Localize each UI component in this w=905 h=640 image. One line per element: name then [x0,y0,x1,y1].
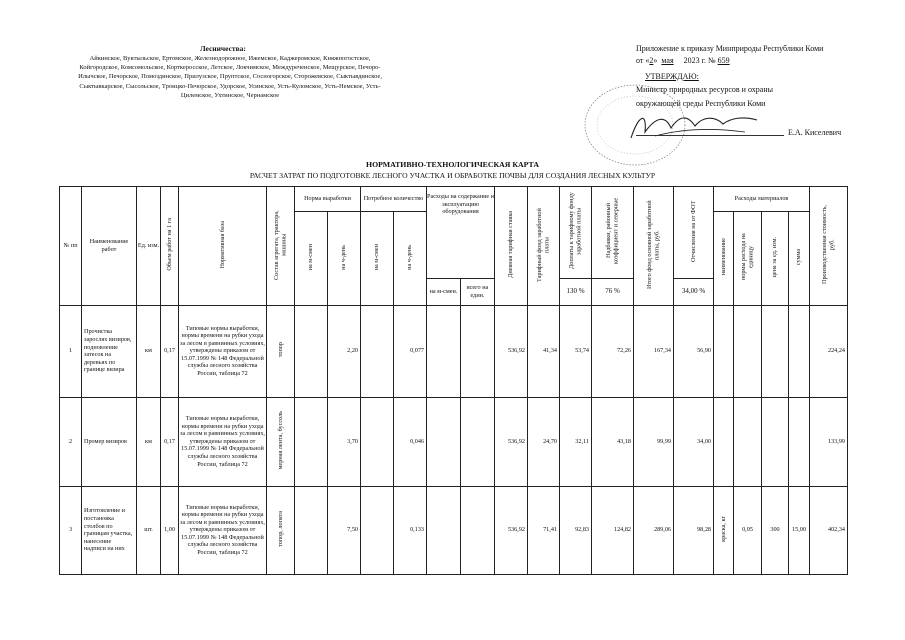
row-maint-shift [427,397,461,486]
pct-bonus: 130 % [560,278,592,305]
col-header-need-day: на ч-день [394,212,427,306]
row-maint-total [461,305,495,397]
row-unit: км [137,305,161,397]
row-mat-name [714,397,734,486]
row-tariff-fund: 24,70 [528,397,560,486]
row-rate-shift [295,397,328,486]
annex-month: мая [661,56,674,65]
row-maint-shift [427,486,461,574]
row-daily-rate: 536,92 [495,486,528,574]
row-rate-shift [295,486,328,574]
row-need-day: 0,077 [394,305,427,397]
row-norm-base: Типовые нормы выработки, нормы времени на рубки ухода за лесом в равнинных условиях, утверждены приказом от 15.07.1999 № 148 Федеральной службы лесного хозяйства России, таблица 72 [179,486,267,574]
col-header-norm-base: Нормативная база [179,187,267,306]
annex-number: 659 [717,56,730,65]
pct-fot: 34,00 % [674,278,714,305]
col-header-mat-rate: нормы расхода на единицу [734,212,762,306]
col-header-maint-total: всего на един. [461,278,495,305]
minister-line-2: окружающей среды Республики Коми [636,99,766,108]
row-maint-shift [427,305,461,397]
table-row [60,305,848,397]
row-total-fund: 99,99 [634,397,674,486]
row-mat-sum: 15,00 [789,486,810,574]
annex-day: 2 [649,56,654,65]
row-volume: 0,17 [161,305,179,397]
approve-label: УТВЕРЖДАЮ: [645,72,699,81]
row-need-shift [361,397,394,486]
col-header-mat-name: наименование [714,212,734,306]
col-header-rate: Норма выработки [295,187,361,212]
row-tariff-fund: 71,41 [528,486,560,574]
row-mat-price [762,397,789,486]
col-header-unit: Ед. изм. [137,187,161,306]
row-norm-base: Типовые нормы выработки, нормы времени на рубки ухода за лесом в равнинных условиях, утверждены приказом от 15.07.1999 № 148 Федеральной службы лесного хозяйства России, таблица 72 [179,305,267,397]
row-mat-sum [789,305,810,397]
row-bonus: 32,11 [560,397,592,486]
cost-table [59,186,848,575]
col-header-maint: Расходы на содержание и эксплуатацию оборудования [427,187,495,279]
col-header-need-shift: на м-смен [361,212,394,306]
row-maint-total [461,486,495,574]
minister-line-1: Министр природных ресурсов и охраны [636,85,773,94]
col-header-total-fund: Итого фонд основной заработной платы, руб. [634,187,674,306]
col-header-no: № пп [60,187,82,306]
row-regional: 72,26 [592,305,634,397]
col-header-volume: Объем работ на 1 га [161,187,179,306]
row-mat-rate [734,397,762,486]
row-aggregate: топор [267,305,295,397]
col-header-production-cost: Производственная стоимость, руб. [810,187,848,306]
forestries-list: Айкинское, Вуктыльское, Ертомское, Железнодорожное, Ижемское, Каджеромское, Княжпогостское, Койгородское, Комсомольское, Корткеросское, Летское, Локчимское, Междуреченское, Мещурское, Печоро-Илычское, Печорское, Помоздинское, Прилузское, Пруптское, Сосногорское, Сторожевское, Сыктывдинское, Сыктывкарское, Сысольское, Троицко-Печорское, Удорское, Усинское, Усть-Куломское, Усть-Немское, Усть-Цилемское, Ухтинское, Чернамское [78,55,382,99]
row-regional: 124,82 [592,486,634,574]
row-rate-day: 3,70 [328,397,361,486]
col-header-fot: Отчисления на от ФОТ [674,187,714,279]
col-header-aggregate: Состав агрегата, трактора, машины [267,187,295,306]
col-header-regional: Надбавки, районный коэффициент и северные [592,187,634,279]
document-subtitle: РАСЧЕТ ЗАТРАТ ПО ПОДГОТОВКЕ ЛЕСНОГО УЧАСТКА И ОБРАБОТКЕ ПОЧВЫ ДЛЯ СОЗДАНИЯ ЛЕСНЫХ КУЛЬТУР [249,171,656,180]
row-name: Промер визиров [82,397,137,486]
row-cost: 224,24 [810,305,848,397]
row-name: Изготовление и постановка столбов по границам участка, нанесение надписи на них [82,486,137,574]
signature [625,108,765,144]
row-mat-price: 300 [762,486,789,574]
col-header-rate-shift: на м-смен [295,212,328,306]
row-tariff-fund: 41,34 [528,305,560,397]
row-need-shift [361,305,394,397]
row-norm-base: Типовые нормы выработки, нормы времени на рубки ухода за лесом в равнинных условиях, утверждены приказом от 15.07.1999 № 148 Федеральной службы лесного хозяйства России, таблица 72 [179,397,267,486]
row-fot: 56,90 [674,305,714,397]
row-unit: км [137,397,161,486]
annex-year: 2023 г. № [683,56,716,65]
row-no: 3 [60,486,82,574]
row-volume: 0,17 [161,397,179,486]
row-name: Прочистка зарослях визиров, подновление затесок на деревьях по границе визира [82,305,137,397]
row-total-fund: 167,34 [634,305,674,397]
col-header-rate-day: на ч-день [328,212,361,306]
col-header-bonus: Доплаты к тарифному фонду заработной платы [560,187,592,279]
annex-mid: » [653,56,658,65]
table-row [60,397,848,486]
col-header-name: Наименование работ [82,187,137,306]
col-header-tariff-fund: Тарифный фонд заработной платы [528,187,560,306]
row-aggregate: топор, лопата [267,486,295,574]
col-header-need: Потребное количество [361,187,427,212]
row-cost: 402,34 [810,486,848,574]
col-header-mat-sum: сумма [789,212,810,306]
row-aggregate: мерная лента, буссоль [267,397,295,486]
row-maint-total [461,397,495,486]
pct-regional: 76 % [592,278,634,305]
row-fot: 34,00 [674,397,714,486]
col-header-mat-price: цена за ед. изм. [762,212,789,306]
row-volume: 1,00 [161,486,179,574]
row-no: 2 [60,397,82,486]
row-mat-sum [789,397,810,486]
row-rate-day: 2,20 [328,305,361,397]
row-mat-rate [734,305,762,397]
table-row [60,486,848,574]
row-rate-shift [295,305,328,397]
row-need-day: 0,133 [394,486,427,574]
col-header-maint-shift: на м-смен. [427,278,461,305]
row-regional: 43,18 [592,397,634,486]
col-header-daily-rate: Дневная тарифная ставка [495,187,528,306]
row-need-day: 0,046 [394,397,427,486]
row-daily-rate: 536,92 [495,305,528,397]
document-title: НОРМАТИВНО-ТЕХНОЛОГИЧЕСКАЯ КАРТА [366,160,539,169]
row-need-shift [361,486,394,574]
row-total-fund: 289,06 [634,486,674,574]
row-mat-name [714,305,734,397]
forestries-title: Лесничества: [200,44,246,53]
row-daily-rate: 536,92 [495,397,528,486]
row-bonus: 92,83 [560,486,592,574]
row-rate-day: 7,50 [328,486,361,574]
row-cost: 133,99 [810,397,848,486]
row-no: 1 [60,305,82,397]
annex-line: Приложение к приказу Минприроды Республики Коми [636,44,824,53]
signature-line [636,135,784,136]
annex-from: от « [636,56,650,65]
signer-name: Е.А. Киселевич [788,128,842,137]
row-mat-price [762,305,789,397]
row-fot: 98,28 [674,486,714,574]
annex-date [636,56,730,65]
col-header-materials: Расходы материалов [714,187,810,212]
row-mat-name: краска, кг [714,486,734,574]
row-bonus: 53,74 [560,305,592,397]
row-mat-rate: 0,05 [734,486,762,574]
row-unit: шт. [137,486,161,574]
